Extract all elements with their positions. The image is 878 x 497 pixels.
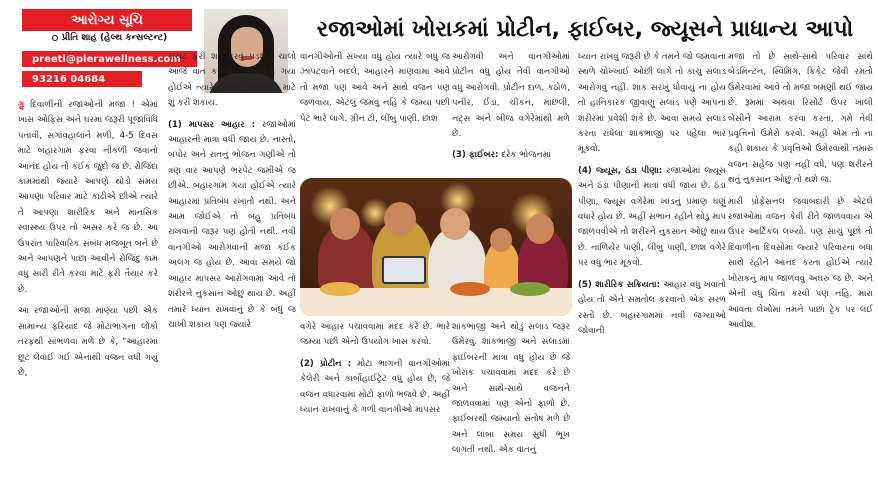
paragraph: શાકભાજી અને થોડું સલાડ જરૂર ઉમેરવું. શાકભાજી અને સલાડમાં ફાઈબરની માત્રા વધુ હોય છે જે ખોરાક પચાવવામાં મદદ કરે છે અને સાથે-સાથે વજનને જાળવવામાં પણ એનો ફાળો છે. ફાઈબરથી જમ્યાનો સંતોષ મળે છે અને લાંબા સમય સુધી ભૂખ લાગતી નથી. એક વાતનું [452, 322, 570, 456]
paragraph: રજાઓમાં જ્યૂસ અને ઠંડા પીણાની માત્રા વધી જાય છે. ઠંડા પીણા, જ્યૂસ વગેરેમાં ખાંડનું પ્રમાણ ઘણું વધારે હોય છે. અહીં સભાન રહીને થોડું માપ જાળવવીએ તો શરીરને નુકસાન ઓછું થાય છે. નાળિયેર પાણી, લીંબુ પાણી, છાશ વગેરે પર વધુ ભાર મૂકવો. [578, 165, 726, 269]
author-phone: 93216 04684 [22, 71, 142, 87]
article-column-4 [452, 50, 570, 175]
section-title: આરોગ્ય સૂચિ [22, 9, 192, 31]
author-byline [22, 33, 197, 49]
paragraph: મોટા ભાગની વાનગીઓમાં કેલેરી અને કાર્બોહાઈટ્રેટ વધુ હોય છે, જે વજન વધારવામાં મોટો ફાળો ભજવે છે. અહીં ધ્યાન રાખવાનું કે ગળી વાનગીઓ માપસર [300, 358, 450, 416]
article-column-3-lower [300, 320, 450, 490]
article-column-5 [578, 50, 726, 490]
drop-lead: ગ્રુ [18, 100, 25, 110]
subheading: (2) પ્રોટીન : [300, 358, 352, 369]
subheading: (3) ફાઈબર: [452, 150, 499, 161]
article-column-3 [300, 50, 450, 175]
paragraph: આરોગવી અને વાનગીઓમાં પ્રોટીન વધુ હોય તેવી વાનગીઓ વધુ આરોગવી. પ્રોટીન દાળ, કઠોળ, પનીર, ઈંડા, ચીકન, માછલી, નટ્સ અને બીજ વગેરેમાંથી મળે છે. [452, 52, 570, 140]
article-column-2 [168, 50, 296, 490]
paragraph: દિવાળીની રજાઓની મજા ! એમાં ખાસ ઓફિસ અને ઘરમાં જરૂરી પૂજાવિધિ પતાવી, સગાંવહાલાંને મળી, 4-5 દિવસ માટે બહારગામ ફરવા નીકળી જવાનો આનંદ હોય તો કંઈક જુદો જ છે. રોજિંદા કામમાંથી જ્યારે આપણે થોડો સમય આપણા પરિવાર માટે કાઢીએ છીએ ત્યારે તે આપણા શારીરિક અને માનસિક સ્વાસ્થ્ય ઉપર તો અસર કરે જ છે. આ ઉપરાંત પારિવારિક સંબંધ મજબૂત બને છે અને આપણને પાછા આવીને રોજિંદુ કામ વધુ સારી રીતે કરવા માટે ફરી તૈયાર કરે છે. [18, 100, 158, 295]
subheading: (1) માપસર આહાર : [168, 119, 256, 130]
author-name: પ્રીતિ શાહ (હેલ્થ કન્સલ્ટન્ટ) [61, 33, 168, 43]
article-column-1 [18, 98, 158, 490]
paragraph: મારી પ્રોફેસનલ જવાબદારી છે એટલે રજાઓમાં વજન કેવી રીતે જાળવવાય એ ઉપર આર્ટિકલ લખ્યો. પણ સાચું પૂછો તો દિવાળીના દિવસોમાં જ્યારે પરિવારના બધા સાથે રહીને આનંદ કરતા હોઈએ ત્યારે ખોરાકનું માપ જાળવવું અઘરું જ છે. અને એની વધુ ચિંતા કરવી પણ નહિ. મારા આવતા લેખોમાં તમને પાછા ટ્રેક પર લઈ આવીશ. [728, 196, 873, 330]
paragraph: ડાયટ ફરી શરૂ કરવું પડશે." ચાલો આજે વાત કરીએ, બહારગામ ગયા હોઈએ ત્યારે વજનને જાળવવા માટે શું કરી શકાય. [168, 52, 296, 109]
paragraph: મજા તો છે સાથે-સાથે પરિવાર સાથે બેડમિન્ટન, સ્વિમિંગ, ક્રિકેટ જેવી રમતો ઉમેરવામાં આવે તો મજા બમણી થઈ જાય છે. રૂમમાં અથવા રિસોર્ટ ઉપર ખાલી બેસીને આરામ કરવા કરતા, ગમે તેવી પ્રવૃત્તિનો ઉમેરો કરવો. અહીં એમ તો ના કહી શકાય કે પ્રવૃત્તિઓ ઉમેરવાથી તમારું વજન સહેજ પણ નહીં વધે, પણ શરીરને થતું નુકસાન ઓછું તો થશે જ. [728, 52, 873, 186]
paragraph: આ રજાઓની મજા માણ્યા પછી એક સામાન્ય ફરિયાદ જે મોટાભાગના લોકો તરફથી સાંભળવા મળે છે કે, "આહારમાં છૂટ લેવાઈ ગઈ એનાથી વજન વધી ગયું છે, [18, 306, 158, 378]
article-column-6 [728, 50, 873, 490]
paragraph: દરેક ભોજનમાં [501, 150, 551, 161]
paragraph: આહાર વધુ ખવાતો હોય તો એને સમતોલ કરવાનો એક સરળ રસ્તો છે. બહારગામમાં નવી જગ્યાઓ જોવાની [578, 279, 726, 336]
article-column-4-lower [452, 320, 570, 490]
subheading: (4) જ્યૂસ, ઠંડા પીણા: [578, 165, 663, 176]
paragraph: વાનગીઓની સંખ્યા વધુ હોય ત્યારે બધું જ ઝાપટવાને બદલે, આહારને માણવામાં આવે તો મજા પણ આવે અને સાથે વજન પણ જળવાય. એટલું જમવું નહિ કે જમ્યા પછી પેટ ભારે લાગે. ગ્રીન ટી, લીંબુ પાણી, છાશ [300, 52, 450, 124]
author-email: preeti@plerawellness.com [22, 51, 197, 67]
article-headline: રજાઓમાં ખોરાકમાં પ્રોટીન, ફાઈબર, જ્યૂસને પ્રાધાન્ય આપો [316, 17, 854, 42]
subheading: (5) શારીરિક સક્રિયતા: [578, 279, 661, 290]
bullet-icon [52, 35, 58, 41]
family-dining-photo [300, 178, 572, 316]
paragraph: રજાઓમાં આહારની માત્રા વધી જાય છે. નાસ્તો, બપોર અને રાતનું ભોજન ગણીએ તો ત્રણ વાર આપણે ભરપેટ જમીએ જ છીએ. બહારગામ ગયા હોઈએ ત્યારે આહારમાં પ્રતિબંધ રખાતો નથી. અને આમ જોઈએ તો બહુ પ્રતિબંધ રાખવાની જરૂર પણ હોતી નથી. નવી વાનગીઓ આરોગવાની મજા કંઈક અલગ જ હોય છે. આવા સમયે જો આહાર માપસર આરોગવામાં આવે તો શરીરને નુકસાન ઓછું થાય છે. અહીં તમારે ધ્યાન રાખવાનું છે કે બધું જ ચાખી શકાય પણ જ્યારે [168, 119, 296, 330]
paragraph: વગેરે આહાર પચાવવામાં મદદ કરે છે. ભારે જમ્યા પછી એનો ઉપયોગ ખાસ કરવો. [300, 322, 450, 348]
paragraph: ધ્યાન રાખવું જરૂરી છે કે તમને જો જમવાના સ્થળે ચોખ્ખાઈ ઓછી લાગે તો કાચુ સલાડ આરોગવું નહીં. શાક સરખું ધોવાયું ના હોય તો હાનિકારક જીવાણુ સલાડ પણે આપના શરીરમાં પ્રવેશી શકે છે. આવા સમયે સલાડ કરતા રાંધેલા શાકભાજી પર પહેલા ભાર મૂકવો. [578, 52, 726, 155]
